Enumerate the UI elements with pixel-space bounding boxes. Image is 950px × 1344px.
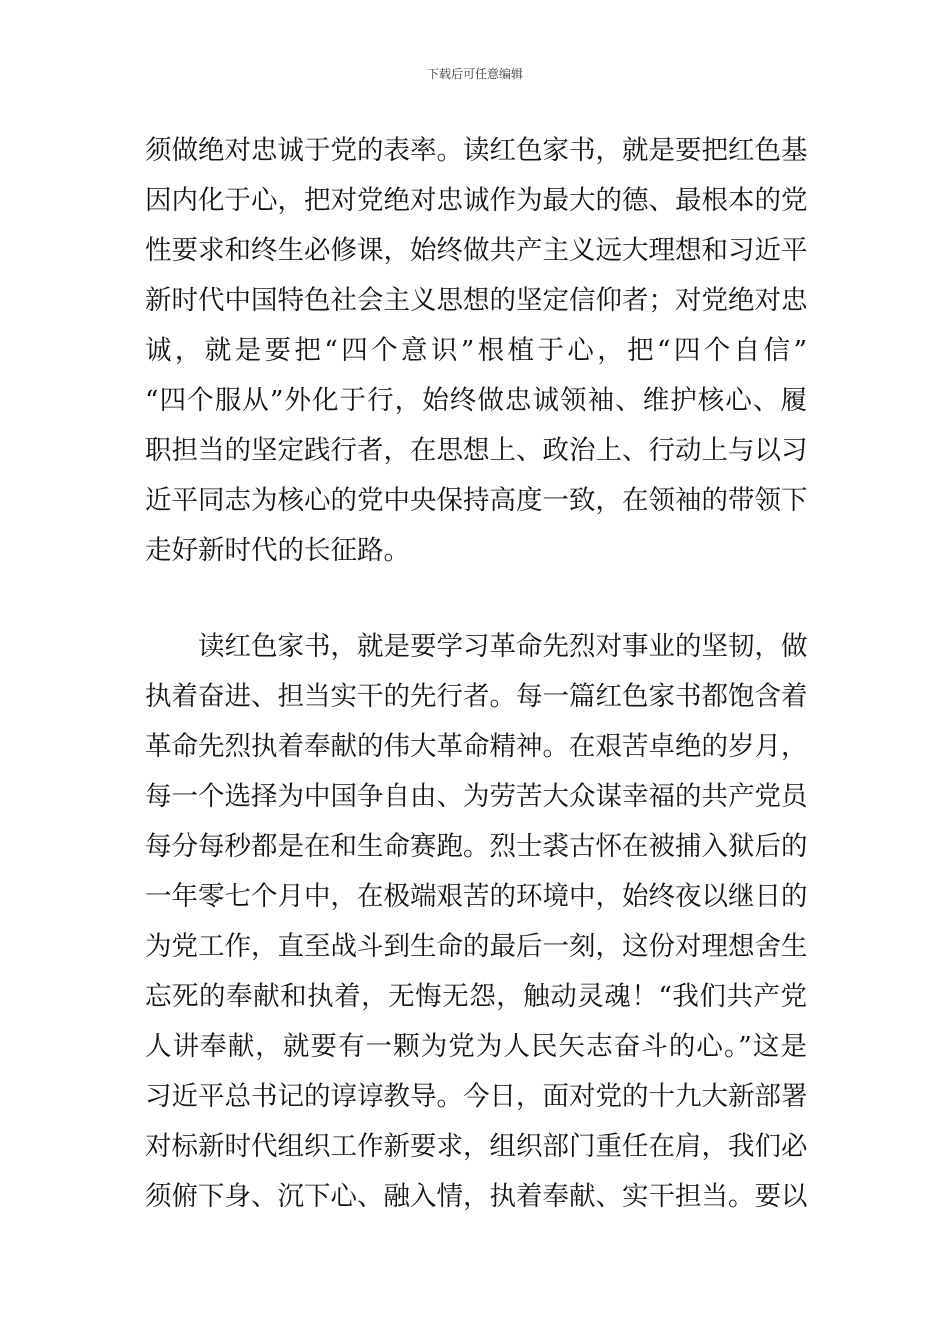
- text-line: 新时代中国特色社会主义思想的坚定信仰者；对党绝对忠: [145, 285, 808, 316]
- text-line: 习近平总书记的谆谆教导。今日，面对党的十九大新部署: [145, 1081, 808, 1112]
- text-line: “四个服从”外化于行，始终做忠诚领袖、维护核心、履: [145, 385, 807, 416]
- paragraph-1: [145, 126, 807, 576]
- paragraph-2: [145, 622, 807, 1222]
- text-line: 近平同志为核心的党中央保持高度一致，在领袖的带领下: [145, 485, 808, 516]
- text-line: 性要求和终生必修课，始终做共产主义远大理想和习近平: [145, 235, 808, 266]
- text-line: 革命先烈执着奉献的伟大革命精神。在艰苦卓绝的岁月，: [145, 731, 808, 762]
- text-line: 职担当的坚定践行者，在思想上、政治上、行动上与以习: [145, 435, 808, 466]
- text-line: 每分每秒都是在和生命赛跑。烈士裘古怀在被捕入狱后的: [145, 831, 808, 862]
- text-line: 对标新时代组织工作新要求，组织部门重任在肩，我们必: [145, 1131, 808, 1162]
- text-line: 因内化于心，把对党绝对忠诚作为最大的德、最根本的党: [145, 185, 808, 216]
- text-line: 走好新时代的长征路。: [145, 535, 410, 566]
- text-line: 诚，就是要把“四个意识”根植于心，把“四个自信”: [145, 335, 807, 366]
- text-line: 须俯下身、沉下心、融入情，执着奉献、实干担当。要以: [145, 1181, 808, 1212]
- text-line: 人讲奉献，就要有一颗为党为人民矢志奋斗的心。”这是: [145, 1031, 807, 1062]
- text-line: 每一个选择为中国争自由、为劳苦大众谋幸福的共产党员: [145, 781, 808, 812]
- text-line: 执着奋进、担当实干的先行者。每一篇红色家书都饱含着: [145, 681, 808, 712]
- text-line: 一年零七个月中，在极端艰苦的环境中，始终夜以继日的: [145, 881, 808, 912]
- text-line: 为党工作，直至战斗到生命的最后一刻，这份对理想舍生: [145, 931, 808, 962]
- text-line: 须做绝对忠诚于党的表率。读红色家书，就是要把红色基: [145, 135, 808, 166]
- text-line: 忘死的奉献和执着，无悔无怨，触动灵魂！“我们共产党: [145, 981, 807, 1012]
- page-header-note: 下载后可任意编辑: [426, 67, 523, 81]
- text-line: 读红色家书，就是要学习革命先烈对事业的坚韧，做: [198, 631, 808, 662]
